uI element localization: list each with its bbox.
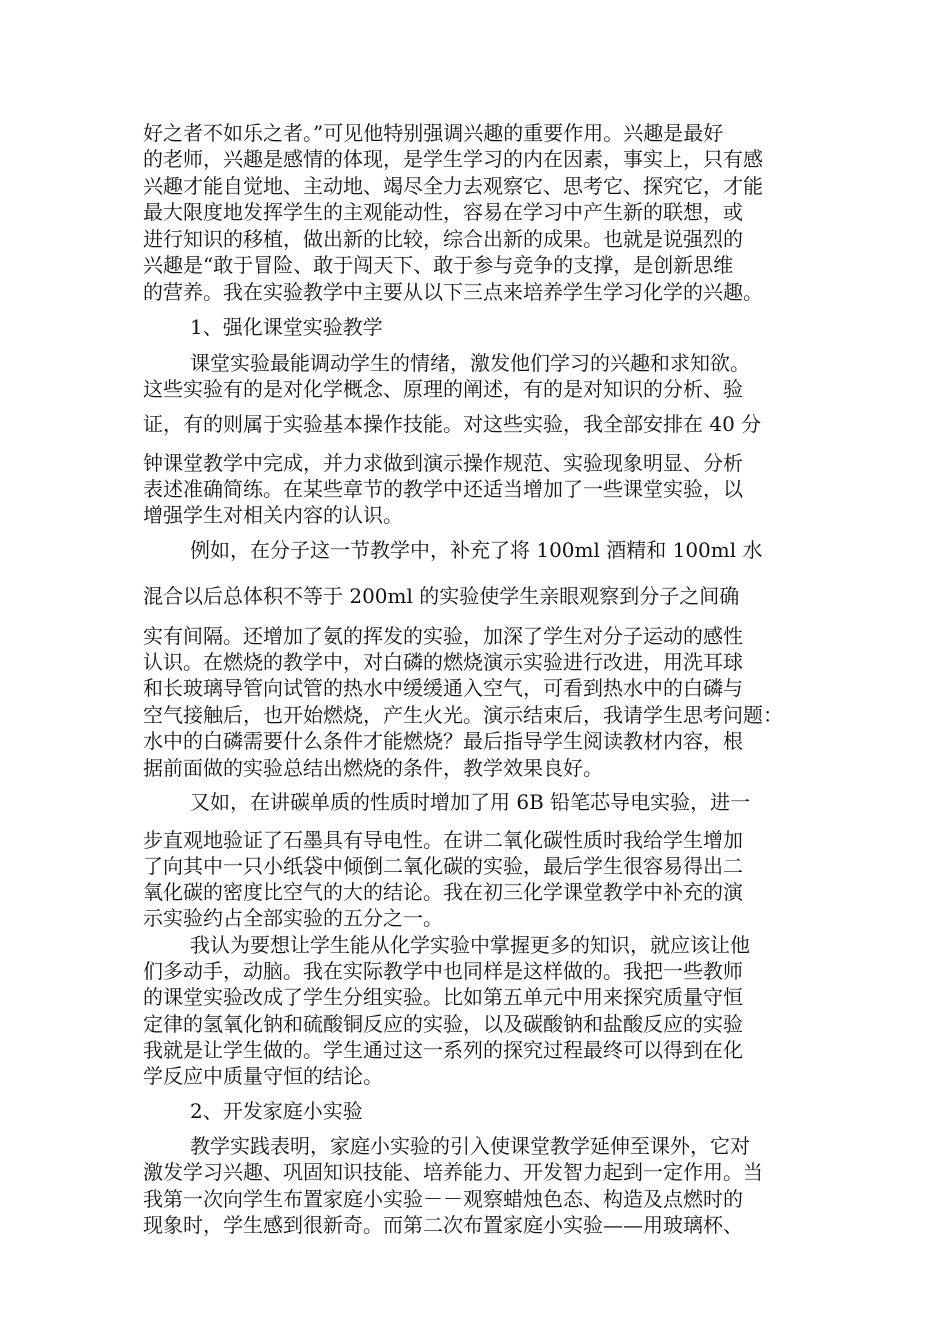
text-line: 最大限度地发挥学生的主观能动性，容易在学习中产生新的联想，或 [143, 200, 743, 224]
text-line: 这些实验有的是对化学概念、原理的阐述，有的是对知识的分析、验 [143, 377, 743, 401]
text-line: 好之者不如乐之者。”可见他特别强调兴趣的重要作用。兴趣是最好 [143, 121, 724, 145]
text-line: 的课堂实验改成了学生分组实验。比如第五单元中用来探究质量守恒 [143, 985, 743, 1009]
text-line: 空气接触后，也开始燃烧，产生火光。演示结束后，我请学生思考问题： [143, 703, 783, 727]
text-line: 课堂实验最能调动学生的情绪，激发他们学习的兴趣和求知欲。 [190, 351, 750, 375]
text-line: 兴趣才能自觉地、主动地、竭尽全力去观察它、思考它、探究它，才能 [143, 174, 763, 198]
text-line: 兴趣是“敢于冒险、敢于闯天下、敢于参与竞争的支撑，是创新思维 [143, 253, 734, 277]
text-line: 水中的白磷需要什么条件才能燃烧？最后指导学生阅读教材内容，根 [143, 729, 743, 753]
text-line: 我就是让学生做的。学生通过这一系列的探究过程最终可以得到在化 [143, 1038, 743, 1062]
text-line: 示实验约占全部实验的五分之一。 [143, 906, 443, 930]
text-line: 例如，在分子这一节教学中，补充了将 100ml 酒精和 100ml 水 [190, 538, 763, 562]
text-line: 证，有的则属于实验基本操作技能。对这些实验，我全部安排在 40 分 [143, 412, 762, 436]
text-line: 步直观地验证了石墨具有导电性。在讲二氧化碳性质时我给学生增加 [143, 828, 743, 852]
text-line: 现象时，学生感到很新奇。而第二次布置家庭小实验——用玻璃杯、 [143, 1213, 743, 1237]
text-line: 教学实践表明，家庭小实验的引入使课堂教学延伸至课外，它对 [190, 1134, 750, 1158]
section-heading: 1、强化课堂实验教学 [190, 315, 383, 339]
section-heading: 2、开发家庭小实验 [190, 1099, 363, 1123]
text-line: 了向其中一只小纸袋中倾倒二氧化碳的实验，最后学生很容易得出二 [143, 854, 743, 878]
text-line: 学反应中质量守恒的结论。 [143, 1064, 383, 1088]
text-line: 氧化碳的密度比空气的大的结论。我在初三化学课堂教学中补充的演 [143, 880, 743, 904]
text-line: 激发学习兴趣、巩固知识技能、培养能力、开发智力起到一定作用。当 [143, 1160, 763, 1184]
text-line: 混合以后总体积不等于 200ml 的实验使学生亲眼观察到分子之间确 [143, 584, 740, 608]
text-line: 钟课堂教学中完成，并力求做到演示操作规范、实验现象明显、分析 [143, 451, 743, 475]
text-line: 们多动手，动脑。我在实际教学中也同样是这样做的。我把一些教师 [143, 959, 743, 983]
text-line: 进行知识的移植，做出新的比较，综合出新的成果。也就是说强烈的 [143, 227, 743, 251]
text-line: 的老师，兴趣是感情的体现，是学生学习的内在因素，事实上，只有感 [143, 147, 763, 171]
text-line: 和长玻璃导管向试管的热水中缓缓通入空气，可看到热水中的白磷与 [143, 676, 743, 700]
text-line: 我第一次向学生布置家庭小实验－－观察蜡烛色态、构造及点燃时的 [143, 1187, 743, 1211]
text-line: 认识。在燃烧的教学中，对白磷的燃烧演示实验进行改进，用洗耳球 [143, 650, 743, 674]
text-line: 据前面做的实验总结出燃烧的条件，教学效果良好。 [143, 756, 603, 780]
text-line: 又如，在讲碳单质的性质时增加了用 6B 铅笔芯导电实验，进一 [190, 790, 751, 814]
text-line: 的营养。我在实验教学中主要从以下三点来培养学生学习化学的兴趣。 [143, 280, 763, 304]
text-line: 实有间隔。还增加了氨的挥发的实验，加深了学生对分子运动的感性 [143, 624, 743, 648]
text-line: 定律的氢氧化钠和硫酸铜反应的实验，以及碳酸钠和盐酸反应的实验 [143, 1012, 743, 1036]
text-line: 增强学生对相关内容的认识。 [143, 503, 403, 527]
text-line: 表述准确简练。在某些章节的教学中还适当增加了一些课堂实验，以 [143, 477, 743, 501]
text-line: 我认为要想让学生能从化学实验中掌握更多的知识，就应该让他 [190, 933, 750, 957]
